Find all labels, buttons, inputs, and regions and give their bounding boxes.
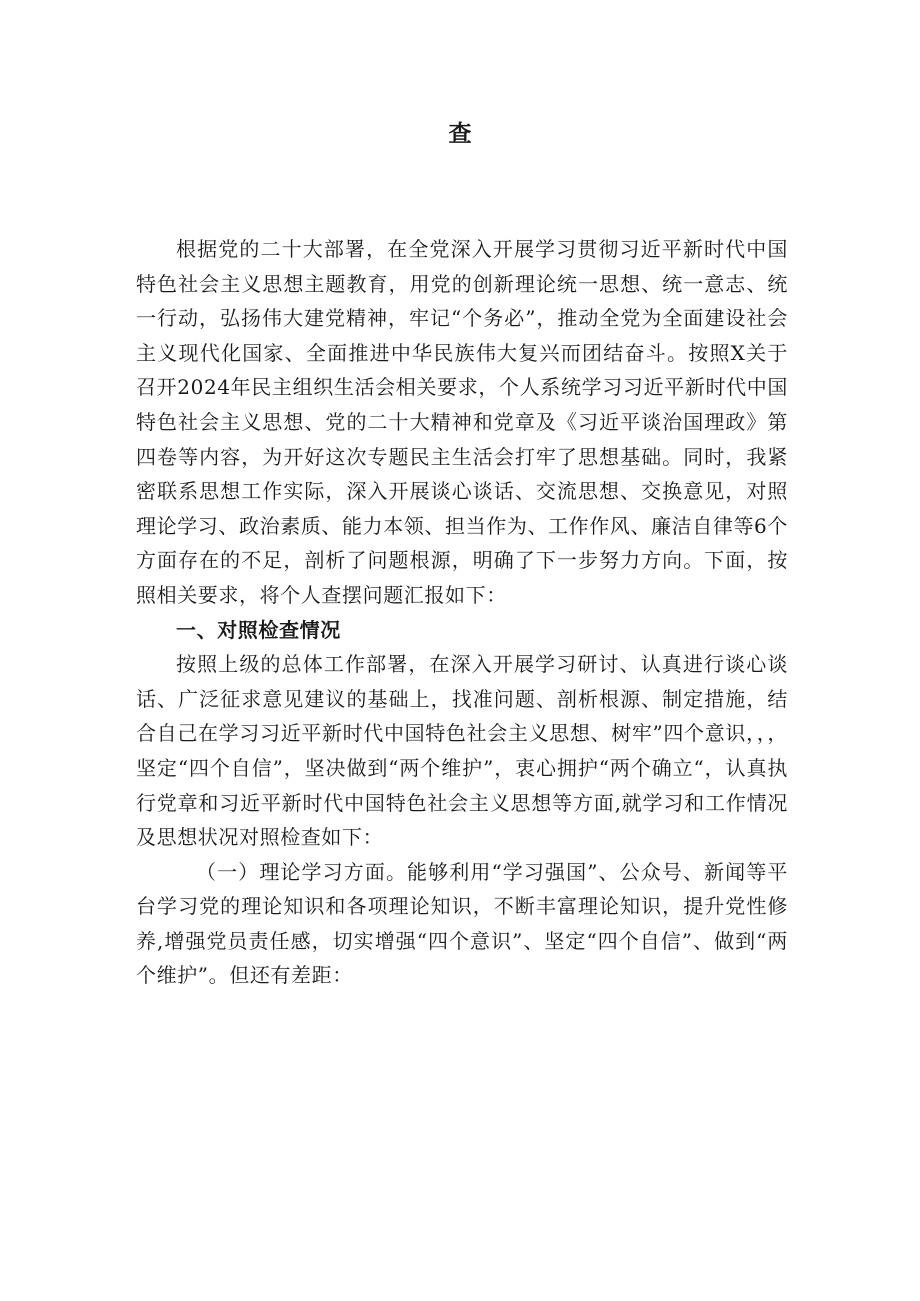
document-title: 查 xyxy=(448,121,472,147)
intro-paragraph: 根据党的二十大部署，在全党深入开展学习贯彻习近平新时代中国特色社会主义思想主题教育，用党的创新理论统一思想、统一意志、统一行动，弘扬伟大建党精神，牢记“个务必”，推动全党为全面建设社会主义现代化国家、全面推进中华民族伟大复兴而团结奋斗。按照X关于召开2024年民主组织生活会相关要求，个人系统学习习近平新时代中国特色社会主义思想、党的二十大精神和党章及《习近平谈治国理政》第四卷等内容，为开好这次专题民主生活会打牢了思想基础。同时，我紧密联系思想工作实际，深入开展谈心谈话、交流思想、交换意见，对照理论学习、政治素质、能力本领、担当作为、工作作风、廉洁自律等6个方面存在的不足，剖析了问题根源，明确了下一步努力方向。下面，按照相关要求，将个人查摆问题汇报如下： xyxy=(136,237,788,607)
section-1-paragraph: 按照上级的总体工作部署，在深入开展学习研讨、认真进行谈心谈话、广泛征求意见建议的基础上，找准问题、剖析根源、制定措施，结合自己在学习习近平新时代中国特色社会主义思想、树牢”四个意识，，，坚定“四个自信”，坚决做到“两个维护”，衷心拥护“两个确立“，认真执行党章和习近平新时代中国特色社会主义思想等方面,就学习和工作情况及思想状况对照检查如下： xyxy=(136,652,788,850)
subsection-1-paragraph: （一）理论学习方面。能够利用“学习强国”、公众号、新闻等平台学习党的理论知识和各项理论知识，不断丰富理论知识，提升党性修养,增强党员责任感，切实增强“四个意识”、坚定“四个自信”、做到“两个维护”。但还有差距： xyxy=(136,859,788,988)
section-heading-1: 一、对照检查情况 xyxy=(176,617,341,642)
document-body xyxy=(136,232,788,993)
